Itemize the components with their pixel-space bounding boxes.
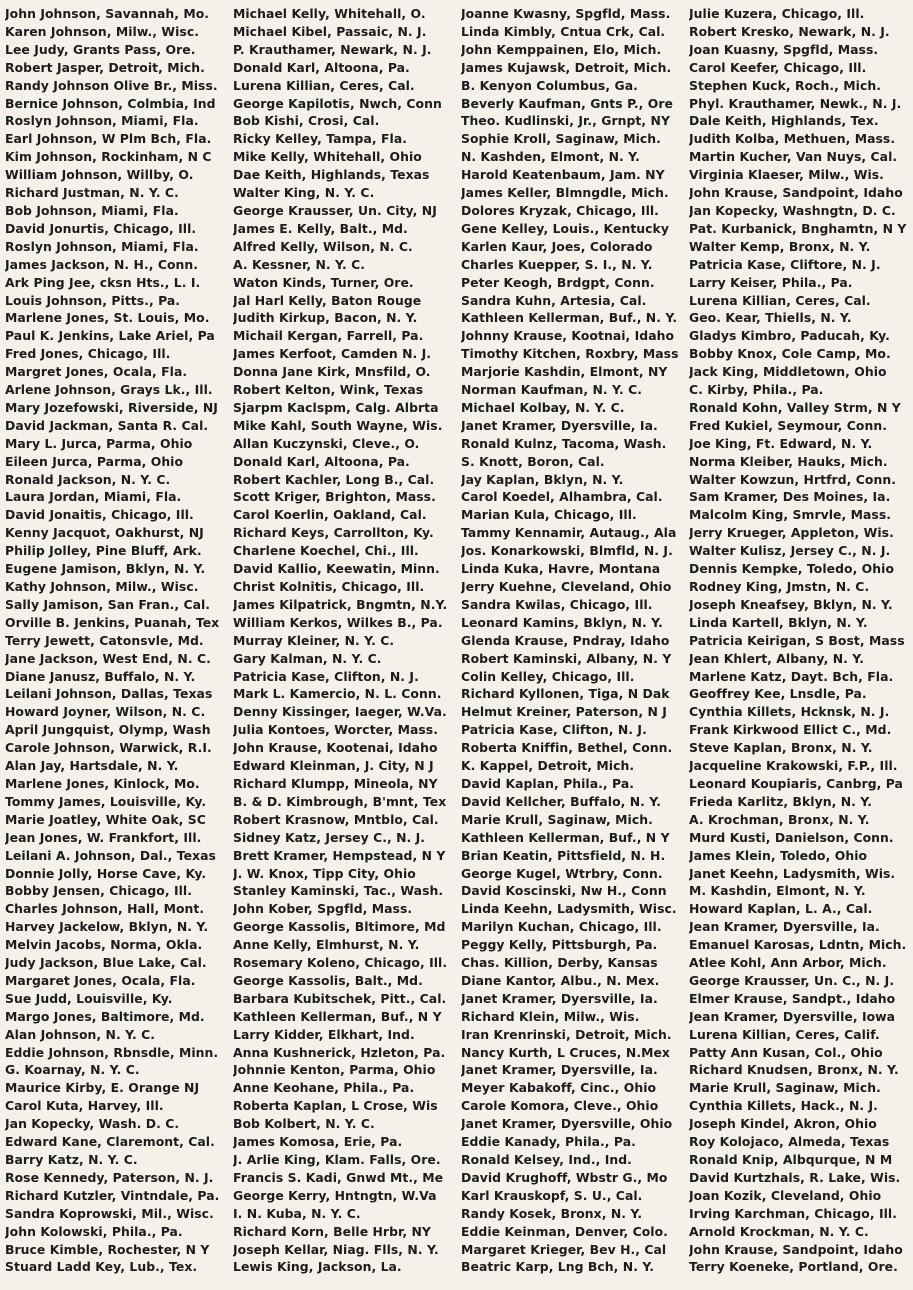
name-entry: Judy Jackson, Blue Lake, Cal. xyxy=(5,955,207,971)
name-entry: Ronald Knip, Albqurque, N M xyxy=(689,1152,893,1167)
name-entry: Lurena Killian, Ceres, Cal. xyxy=(233,77,415,93)
name-entry: Stephen Kuck, Roch., Mich. xyxy=(689,77,881,93)
name-entry: Robert Kresko, Newark, N. J. xyxy=(689,23,890,39)
name-entry: John Kemppainen, Elo, Mich. xyxy=(461,41,662,57)
name-entry: Walter King, N. Y. C. xyxy=(233,185,375,201)
name-entry: Brett Kramer, Hempstead, N Y xyxy=(233,847,446,863)
name-entry: Margret Jones, Ocala, Fla. xyxy=(5,364,188,380)
name-entry: Maurice Kirby, E. Orange NJ xyxy=(5,1080,200,1096)
name-entry: Tommy James, Louisville, Ky. xyxy=(5,793,207,809)
name-entry: Beverly Kaufman, Gnts P., Ore xyxy=(461,95,673,111)
name-entry: Kathleen Kellerman, Buf., N. Y. xyxy=(461,310,678,326)
name-entry: Murray Kleiner, N. Y. C. xyxy=(233,632,395,648)
name-entry: Norma Kleiber, Hauks, Mich. xyxy=(689,453,888,469)
name-entry: Carol Koerlin, Oakland, Cal. xyxy=(233,507,427,523)
name-entry: Anne Keohane, Phila., Pa. xyxy=(233,1080,415,1096)
name-entry: James Jackson, N. H., Conn. xyxy=(5,256,199,272)
name-entry: George Kapilotis, Nwch, Conn xyxy=(233,95,442,111)
name-entry: Donnie Jolly, Horse Cave, Ky. xyxy=(5,865,207,881)
name-entry: Jos. Konarkowski, Blmfld, N. J. xyxy=(461,543,673,559)
name-entry: Bob Kishi, Crosi, Cal. xyxy=(233,113,380,129)
name-entry: Marie Krull, Saginaw, Mich. xyxy=(689,1080,881,1096)
name-entry: John Krause, Kootenai, Idaho xyxy=(233,740,438,756)
name-entry: Melvin Jacobs, Norma, Okla. xyxy=(5,937,203,953)
name-entry: Robert Kachler, Long B., Cal. xyxy=(233,471,435,487)
name-entry: Mike Kelly, Whitehall, Ohio xyxy=(233,149,422,165)
name-entry: Atlee Kohl, Ann Arbor, Mich. xyxy=(689,955,887,971)
name-entry: Charles Johnson, Hall, Mont. xyxy=(5,901,205,917)
name-entry: Johnnie Kenton, Parma, Ohio xyxy=(233,1062,436,1078)
name-entry: Judith Kirkup, Bacon, N. Y. xyxy=(233,310,418,326)
name-entry: Walter Kemp, Bronx, N. Y. xyxy=(689,238,871,254)
name-entry: Louis Johnson, Pitts., Pa. xyxy=(5,292,181,308)
name-entry: George Krausser, Un. C., N. J. xyxy=(689,972,895,988)
name-entry: Donna Jane Kirk, Mnsfild, O. xyxy=(233,364,431,380)
name-entry: Terry Jewett, Catonsvle, Md. xyxy=(5,632,204,648)
name-entry: Carol Koedel, Alhambra, Cal. xyxy=(461,489,663,505)
name-entry: M. Kashdin, Elmont, N. Y. xyxy=(689,883,866,899)
name-entry: Michael Kibel, Passaic, N. J. xyxy=(233,23,427,39)
name-entry: Emanuel Karosas, Ldntn, Mich. xyxy=(689,937,907,953)
name-entry: Bobby Jensen, Chicago, Ill. xyxy=(5,883,192,899)
name-entry: Jerry Kuehne, Cleveland, Ohio xyxy=(461,579,672,594)
name-entry: Mary L. Jurca, Parma, Ohio xyxy=(5,435,193,451)
name-entry: Howard Joyner, Wilson, N. C. xyxy=(5,704,206,720)
name-entry: Eddie Kanady, Phila., Pa. xyxy=(461,1134,636,1150)
name-entry: David Kallio, Keewatin, Minn. xyxy=(233,561,440,577)
name-entry: Carole Komora, Cleve., Ohio xyxy=(461,1098,659,1114)
name-entry: Patricia Kase, Cliftore, N. J. xyxy=(689,256,881,272)
name-entry: Roslyn Johnson, Miami, Fla. xyxy=(5,113,199,129)
name-entry: John Kober, Spgfld, Mass. xyxy=(233,901,413,917)
name-entry: Bobby Knox, Cole Camp, Mo. xyxy=(689,346,891,362)
name-entry: Kenny Jacquot, Oakhurst, NJ xyxy=(5,525,204,541)
name-entry: N. Kashden, Elmont, N. Y. xyxy=(461,149,640,165)
name-entry: Janet Kramer, Dyersville, Ia. xyxy=(461,1062,658,1078)
name-entry: Jan Kopecky, Washngtn, D. C. xyxy=(689,202,896,218)
name-entry: Anna Kushnerick, Hzleton, Pa. xyxy=(233,1044,446,1060)
name-entry: Steve Kaplan, Bronx, N. Y. xyxy=(689,740,873,756)
name-entry: George Kugel, Wtrbry, Conn. xyxy=(461,865,663,881)
name-entry: Edward Kane, Claremont, Cal. xyxy=(5,1134,215,1150)
name-entry: Terry Koeneke, Portland, Ore. xyxy=(689,1259,898,1275)
name-entry: William Kerkos, Wilkes B., Pa. xyxy=(233,614,443,630)
name-entry: Helmut Kreiner, Paterson, N J xyxy=(461,704,667,720)
name-entry: Linda Kuka, Havre, Montana xyxy=(461,561,661,577)
name-entry: Richard Klein, Milw., Wis. xyxy=(461,1008,640,1024)
name-entry: Michael Kelly, Whitehall, O. xyxy=(233,6,426,21)
name-entry: Meyer Kabakoff, Cinc., Ohio xyxy=(461,1080,657,1096)
name-entry: Carol Keefer, Chicago, Ill. xyxy=(689,59,867,75)
name-entry: Sandra Koprowski, Mil., Wisc. xyxy=(5,1205,214,1221)
name-entry: Lurena Killian, Ceres, Calif. xyxy=(689,1026,880,1042)
name-entry: Arnold Krockman, N. Y. C. xyxy=(689,1223,869,1239)
name-entry: Linda Kartell, Bklyn, N. Y. xyxy=(689,614,868,630)
name-entry: Julie Kuzera, Chicago, Ill. xyxy=(689,6,865,21)
name-entry: Sophie Kroll, Saginaw, Mich. xyxy=(461,131,661,147)
name-entry: James Kilpatrick, Bngmtn, N.Y. xyxy=(233,596,448,612)
name-entry: John Johnson, Savannah, Mo. xyxy=(5,6,210,21)
name-entry: Iran Krenrinski, Detroit, Mich. xyxy=(461,1026,672,1042)
name-entry: James Keller, Blmngdle, Mich. xyxy=(461,185,669,201)
name-column xyxy=(233,5,461,1290)
name-entry: Stuard Ladd Key, Lub., Tex. xyxy=(5,1259,198,1275)
name-entry: Pat. Kurbanick, Bnghamtn, N Y xyxy=(689,220,907,236)
name-entry: Marie Joatley, White Oak, SC xyxy=(5,811,206,827)
name-entry: S. Knott, Boron, Cal. xyxy=(461,453,605,469)
name-entry: Alan Johnson, N. Y. C. xyxy=(5,1026,156,1042)
name-entry: Harold Keatenbaum, Jam. NY xyxy=(461,167,665,183)
name-entry: Norman Kaufman, N. Y. C. xyxy=(461,382,643,398)
name-entry: Christ Kolnitis, Chicago, Ill. xyxy=(233,579,425,594)
name-entry: Donald Karl, Altoona, Pa. xyxy=(233,453,410,469)
name-entry: Larry Keiser, Phila., Pa. xyxy=(689,274,853,290)
name-entry: Leonard Koupiaris, Canbrg, Pa xyxy=(689,775,903,791)
name-entry: Marilyn Kuchan, Chicago, Ill. xyxy=(461,919,662,935)
name-entry: Janet Kramer, Dyersville, Ia. xyxy=(461,417,658,433)
name-entry: Denny Kissinger, Iaeger, W.Va. xyxy=(233,704,447,720)
name-entry: Janet Kramer, Dyersville, Ia. xyxy=(461,990,658,1006)
name-entry: Joseph Kindel, Akron, Ohio xyxy=(689,1116,877,1132)
name-entry: Jan Kopecky, Wash. D. C. xyxy=(5,1116,180,1132)
name-entry: Peggy Kelly, Pittsburgh, Pa. xyxy=(461,937,658,953)
name-entry: Rose Kennedy, Paterson, N. J. xyxy=(5,1169,214,1185)
name-entry: Frank Kirkwood Ellict C., Md. xyxy=(689,722,892,738)
name-entry: Kathy Johnson, Milw., Wisc. xyxy=(5,579,199,594)
name-entry: John Kolowski, Phila., Pa. xyxy=(5,1223,183,1239)
name-entry: Karlen Kaur, Joes, Colorado xyxy=(461,238,653,254)
name-entry: Arlene Johnson, Grays Lk., Ill. xyxy=(5,382,213,398)
name-entry: Robert Jasper, Detroit, Mich. xyxy=(5,59,205,75)
name-entry: Johnny Krause, Kootnai, Idaho xyxy=(461,328,675,344)
name-entry: Ricky Kelley, Tampa, Fla. xyxy=(233,131,407,147)
name-entry: Joan Kuasny, Spgfld, Mass. xyxy=(689,41,879,57)
name-entry: Robert Kaminski, Albany, N. Y xyxy=(461,650,672,666)
name-entry: Jane Jackson, West End, N. C. xyxy=(5,650,211,666)
name-entry: Dale Keith, Highlands, Tex. xyxy=(689,113,879,129)
name-entry: Frieda Karlitz, Bklyn, N. Y. xyxy=(689,793,872,809)
name-entry: C. Kirby, Phila., Pa. xyxy=(689,382,824,398)
name-entry: Dennis Kempke, Toledo, Ohio xyxy=(689,561,895,577)
name-entry: Roberta Kaplan, L Crose, Wis xyxy=(233,1098,438,1114)
name-entry: Marlene Katz, Dayt. Bch, Fla. xyxy=(689,668,894,684)
name-entry: Rosemary Koleno, Chicago, Ill. xyxy=(233,955,448,971)
name-entry: Allan Kuczynski, Cleve., O. xyxy=(233,435,420,451)
name-entry: Phyl. Krauthamer, Newk., N. J. xyxy=(689,95,902,111)
name-entry: Sally Jamison, San Fran., Cal. xyxy=(5,596,211,612)
name-entry: James Kerfoot, Camden N. J. xyxy=(233,346,432,362)
name-entry: Julia Kontoes, Worcter, Mass. xyxy=(233,722,438,738)
name-entry: Dolores Kryzak, Chicago, Ill. xyxy=(461,202,659,218)
name-entry: Theo. Kudlinski, Jr., Grnpt, NY xyxy=(461,113,670,129)
name-entry: Cynthia Killets, Hcknsk, N. J. xyxy=(689,704,890,720)
name-entry: Sue Judd, Louisville, Ky. xyxy=(5,990,173,1006)
name-entry: Kathleen Kellerman, Buf., N Y xyxy=(233,1008,442,1024)
name-entry: Chas. Killion, Derby, Kansas xyxy=(461,955,658,971)
name-entry: Linda Kimbly, Cntua Crk, Cal. xyxy=(461,23,666,39)
name-entry: Karl Krauskopf, S. U., Cal. xyxy=(461,1187,643,1203)
name-entry: Diane Kantor, Albu., N. Mex. xyxy=(461,972,660,988)
name-entry: Ronald Jackson, N. Y. C. xyxy=(5,471,171,487)
name-entry: K. Kappel, Detroit, Mich. xyxy=(461,758,635,774)
name-entry: George Krausser, Un. City, NJ xyxy=(233,202,437,218)
name-entry: Gene Kelley, Louis., Kentucky xyxy=(461,220,669,236)
name-entry: Edward Kleinman, J. City, N J xyxy=(233,758,434,774)
name-entry: James Komosa, Erie, Pa. xyxy=(233,1134,403,1150)
name-entry: Ark Ping Jee, cksn Hts., L. I. xyxy=(5,274,201,290)
name-entry: Ronald Kohn, Valley Strm, N Y xyxy=(689,399,901,415)
name-entry: Kathleen Kellerman, Buf., N Y xyxy=(461,829,670,845)
name-entry: Joseph Kellar, Niag. Flls, N. Y. xyxy=(233,1241,439,1257)
name-entry: David Kurtzhals, R. Lake, Wis. xyxy=(689,1169,901,1185)
name-entry: Dae Keith, Highlands, Texas xyxy=(233,167,430,183)
name-entry: J. W. Knox, Tipp City, Ohio xyxy=(233,865,416,881)
name-column xyxy=(689,5,911,1290)
name-entry: Richard Keys, Carrollton, Ky. xyxy=(233,525,434,541)
name-entry: Leilani A. Johnson, Dal., Texas xyxy=(5,847,216,863)
name-entry: Roy Kolojaco, Almeda, Texas xyxy=(689,1134,890,1150)
name-entry: P. Krauthamer, Newark, N. J. xyxy=(233,41,432,57)
name-entry: Bernice Johnson, Colmbia, Ind xyxy=(5,95,216,111)
name-entry: Peter Keogh, Brdgpt, Conn. xyxy=(461,274,655,290)
name-entry: Tammy Kennamir, Autaug., Ala xyxy=(461,525,677,541)
name-entry: Brian Keatin, Pittsfield, N. H. xyxy=(461,847,666,863)
name-entry: Michael Kolbay, N. Y. C. xyxy=(461,399,625,415)
name-entry: David Kellcher, Buffalo, N. Y. xyxy=(461,793,662,809)
name-entry: Irving Karchman, Chicago, Ill. xyxy=(689,1205,897,1221)
name-entry: Judith Kolba, Methuen, Mass. xyxy=(689,131,896,147)
name-entry: Ronald Kelsey, Ind., Ind. xyxy=(461,1152,632,1167)
name-entry: Gladys Kimbro, Paducah, Ky. xyxy=(689,328,890,344)
name-entry: Jack King, Middletown, Ohio xyxy=(689,364,887,380)
name-entry: Patricia Kase, Clifton, N. J. xyxy=(461,722,647,738)
name-entry: Robert Kelton, Wink, Texas xyxy=(233,382,424,398)
name-entry: Margo Jones, Baltimore, Md. xyxy=(5,1008,205,1024)
name-entry: Marlene Jones, Kinlock, Mo. xyxy=(5,775,200,791)
name-entry: George Kassolis, Bltimore, Md xyxy=(233,919,446,935)
name-entry: Barbara Kubitschek, Pitt., Cal. xyxy=(233,990,447,1006)
name-entry: Randy Kosek, Bronx, N. Y. xyxy=(461,1205,643,1221)
name-entry: Lee Judy, Grants Pass, Ore. xyxy=(5,41,196,57)
name-entry: Earl Johnson, W Plm Bch, Fla. xyxy=(5,131,212,147)
name-entry: Mark L. Kamercio, N. L. Conn. xyxy=(233,686,442,702)
name-entry: David Krughoff, Wbstr G., Mo xyxy=(461,1169,668,1185)
name-entry: George Kerry, Hntngtn, W.Va xyxy=(233,1187,437,1203)
name-entry: Joanne Kwasny, Spgfld, Mass. xyxy=(461,6,671,21)
name-entry: Geoffrey Kee, Lnsdle, Pa. xyxy=(689,686,867,702)
name-entry: Virginia Klaeser, Milw., Wis. xyxy=(689,167,884,183)
name-entry: Elmer Krause, Sandpt., Idaho xyxy=(689,990,896,1006)
name-entry: Margaret Krieger, Bev H., Cal xyxy=(461,1241,667,1257)
name-entry: A. Kessner, N. Y. C. xyxy=(233,256,366,272)
name-entry: Carol Kuta, Harvey, Ill. xyxy=(5,1098,164,1114)
name-entry: Rodney King, Jmstn, N. C. xyxy=(689,579,870,594)
name-entry: Joe King, Ft. Edward, N. Y. xyxy=(689,435,873,451)
name-entry: Richard Justman, N. Y. C. xyxy=(5,185,179,201)
name-entry: Eileen Jurca, Parma, Ohio xyxy=(5,453,184,469)
name-entry: Beatric Karp, Lng Bch, N. Y. xyxy=(461,1259,655,1275)
name-entry: Richard Knudsen, Bronx, N. Y. xyxy=(689,1062,899,1078)
name-entry: Richard Korn, Belle Hrbr, NY xyxy=(233,1223,431,1239)
name-entry: Sandra Kuhn, Artesia, Cal. xyxy=(461,292,647,308)
name-entry: Walter Kulisz, Jersey C., N. J. xyxy=(689,543,891,559)
name-entry: Richard Klumpp, Mineola, NY xyxy=(233,775,438,791)
name-entry: Jay Kaplan, Bklyn, N. Y. xyxy=(461,471,624,487)
name-entry: Barry Katz, N. Y. C. xyxy=(5,1152,138,1167)
name-entry: Randy Johnson Olive Br., Miss. xyxy=(5,77,218,93)
name-entry: Sam Kramer, Des Moines, Ia. xyxy=(689,489,891,505)
name-entry: Kim Johnson, Rockinham, N C xyxy=(5,149,212,165)
name-entry: Leonard Kamins, Bklyn, N. Y. xyxy=(461,614,663,630)
name-entry: Paul K. Jenkins, Lake Ariel, Pa xyxy=(5,328,215,344)
name-entry: Philip Jolley, Pine Bluff, Ark. xyxy=(5,543,202,559)
name-entry: Diane Janusz, Buffalo, N. Y. xyxy=(5,668,196,684)
name-entry: Timothy Kitchen, Roxbry, Mass xyxy=(461,346,679,362)
name-entry: Bob Kolbert, N. Y. C. xyxy=(233,1116,375,1132)
name-entry: David Jonurtis, Chicago, Ill. xyxy=(5,220,197,236)
name-entry: Alan Jay, Hartsdale, N. Y. xyxy=(5,758,179,774)
name-entry: Jean Kramer, Dyersville, Ia. xyxy=(689,919,880,935)
name-entry: Michail Kergan, Farrell, Pa. xyxy=(233,328,424,344)
name-entry: Fred Kukiel, Seymour, Conn. xyxy=(689,417,887,433)
name-entry: B. & D. Kimbrough, B'mnt, Tex xyxy=(233,793,447,809)
name-entry: Mary Jozefowski, Riverside, NJ xyxy=(5,399,218,415)
name-entry: Fred Jones, Chicago, Ill. xyxy=(5,346,171,362)
name-entry: Roberta Kniffin, Bethel, Conn. xyxy=(461,740,673,756)
name-entry: Anne Kelly, Elmhurst, N. Y. xyxy=(233,937,420,953)
name-entry: Leilani Johnson, Dallas, Texas xyxy=(5,686,213,702)
name-entry: John Krause, Sandpoint, Idaho xyxy=(689,1241,903,1257)
name-entry: Margaret Jones, Ocala, Fla. xyxy=(5,972,196,988)
name-entry: James Kujawsk, Detroit, Mich. xyxy=(461,59,672,75)
name-entry: J. Arlie King, Klam. Falls, Ore. xyxy=(233,1152,441,1167)
name-entry: Bob Johnson, Miami, Fla. xyxy=(5,202,179,218)
name-entry: Sidney Katz, Jersey C., N. J. xyxy=(233,829,426,845)
name-entry: Patricia Kase, Clifton, N. J. xyxy=(233,668,419,684)
name-entry: G. Koarnay, N. Y. C. xyxy=(5,1062,140,1078)
name-entry: Laura Jordan, Miami, Fla. xyxy=(5,489,182,505)
name-entry: Lurena Killian, Ceres, Cal. xyxy=(689,292,871,308)
name-entry: Joseph Kneafsey, Bklyn, N. Y. xyxy=(689,596,893,612)
name-entry: David Jonaitis, Chicago, Ill. xyxy=(5,507,194,523)
name-entry: Sandra Kwilas, Chicago, Ill. xyxy=(461,596,653,612)
name-entry: James Klein, Toledo, Ohio xyxy=(689,847,868,863)
name-entry: Colin Kelley, Chicago, Ill. xyxy=(461,668,635,684)
name-entry: William Johnson, Willby, O. xyxy=(5,167,194,183)
name-entry: Jal Harl Kelly, Baton Rouge xyxy=(233,292,422,308)
name-entry: Patty Ann Kusan, Col., Ohio xyxy=(689,1044,883,1060)
name-entry: Lewis King, Jackson, La. xyxy=(233,1259,402,1275)
name-entry: Ronald Kulnz, Tacoma, Wash. xyxy=(461,435,667,451)
name-entry: Jerry Krueger, Appleton, Wis. xyxy=(689,525,894,541)
name-entry: James E. Kelly, Balt., Md. xyxy=(233,220,408,236)
name-entry: Charles Kuepper, S. I., N. Y. xyxy=(461,256,653,272)
name-entry: Jean Jones, W. Frankfort, Ill. xyxy=(5,829,202,845)
name-entry: Stanley Kaminski, Tac., Wash. xyxy=(233,883,444,899)
name-entry: Karen Johnson, Milw., Wisc. xyxy=(5,23,200,39)
name-entry: I. N. Kuba, N. Y. C. xyxy=(233,1205,361,1221)
name-entry: Sjarpm Kaclspm, Calg. Albrta xyxy=(233,399,439,415)
name-entry: Eddie Johnson, Rbnsdle, Minn. xyxy=(5,1044,219,1060)
name-entry: Murd Kusti, Danielson, Conn. xyxy=(689,829,894,845)
name-entry: David Koscinski, Nw H., Conn xyxy=(461,883,667,899)
name-entry: Harvey Jackelow, Bklyn, N. Y. xyxy=(5,919,209,935)
name-entry: Charlene Koechel, Chi., Ill. xyxy=(233,543,419,559)
name-entry: Jean Kramer, Dyersville, Iowa xyxy=(689,1008,896,1024)
name-entry: Carole Johnson, Warwick, R.I. xyxy=(5,740,212,756)
name-entry: B. Kenyon Columbus, Ga. xyxy=(461,77,638,93)
name-entry: Donald Karl, Altoona, Pa. xyxy=(233,59,410,75)
name-entry: Robert Krasnow, Mntblo, Cal. xyxy=(233,811,439,827)
name-column xyxy=(461,5,689,1290)
name-entry: Richard Kutzler, Vintndale, Pa. xyxy=(5,1187,220,1203)
name-entry: Janet Kramer, Dyersville, Ohio xyxy=(461,1116,673,1132)
name-entry: Francis S. Kadi, Gnwd Mt., Me xyxy=(233,1169,444,1185)
name-entry: April Jungquist, Olymp, Wash xyxy=(5,722,211,738)
name-entry: Alfred Kelly, Wilson, N. C. xyxy=(233,238,413,254)
name-entry: Larry Kidder, Elkhart, Ind. xyxy=(233,1026,415,1042)
name-entry: Janet Keehn, Ladysmith, Wis. xyxy=(689,865,896,881)
name-entry: John Krause, Sandpoint, Idaho xyxy=(689,185,903,201)
name-entry: Mike Kahl, South Wayne, Wis. xyxy=(233,417,443,433)
name-entry: Eddie Keinman, Denver, Colo. xyxy=(461,1223,668,1239)
name-entry: Richard Kyllonen, Tiga, N Dak xyxy=(461,686,670,702)
name-entry: Gary Kalman, N. Y. C. xyxy=(233,650,382,666)
name-entry: Nancy Kurth, L Cruces, N.Mex xyxy=(461,1044,670,1060)
name-entry: Malcolm King, Smrvle, Mass. xyxy=(689,507,892,523)
name-entry: Bruce Kimble, Rochester, N Y xyxy=(5,1241,210,1257)
name-entry: George Kassolis, Balt., Md. xyxy=(233,972,423,988)
name-entry: Marlene Jones, St. Louis, Mo. xyxy=(5,310,210,326)
name-entry: Roslyn Johnson, Miami, Fla. xyxy=(5,238,199,254)
name-entry: Scott Kriger, Brighton, Mass. xyxy=(233,489,436,505)
name-entry: Glenda Krause, Pndray, Idaho xyxy=(461,632,670,648)
name-entry: Cynthia Killets, Hack., N. J. xyxy=(689,1098,878,1114)
name-entry: David Kaplan, Phila., Pa. xyxy=(461,775,634,791)
name-entry: Jacqueline Krakowski, F.P., Ill. xyxy=(689,758,898,774)
name-entry: Walter Kowzun, Hrtfrd, Conn. xyxy=(689,471,896,487)
name-entry: Geo. Kear, Thiells, N. Y. xyxy=(689,310,852,326)
name-entry: Jean Khlert, Albany, N. Y. xyxy=(689,650,864,666)
name-entry: Howard Kaplan, L. A., Cal. xyxy=(689,901,873,917)
name-entry: Orville B. Jenkins, Puanah, Tex xyxy=(5,614,220,630)
name-entry: Joan Kozik, Cleveland, Ohio xyxy=(689,1187,882,1203)
name-entry: Linda Keehn, Ladysmith, Wisc. xyxy=(461,901,677,917)
name-entry: David Jackman, Santa R. Cal. xyxy=(5,417,209,433)
name-entry: A. Krochman, Bronx, N. Y. xyxy=(689,811,870,827)
name-entry: Marian Kula, Chicago, Ill. xyxy=(461,507,637,523)
name-entry: Marjorie Kashdin, Elmont, NY xyxy=(461,364,668,380)
name-entry: Eugene Jamison, Bklyn, N. Y. xyxy=(5,561,206,577)
name-entry: Waton Kinds, Turner, Ore. xyxy=(233,274,414,290)
name-entry: Marie Krull, Saginaw, Mich. xyxy=(461,811,653,827)
name-entry: Patricia Keirigan, S Bost, Mass xyxy=(689,632,905,648)
name-entry: Martin Kucher, Van Nuys, Cal. xyxy=(689,149,898,165)
name-column xyxy=(5,5,233,1290)
